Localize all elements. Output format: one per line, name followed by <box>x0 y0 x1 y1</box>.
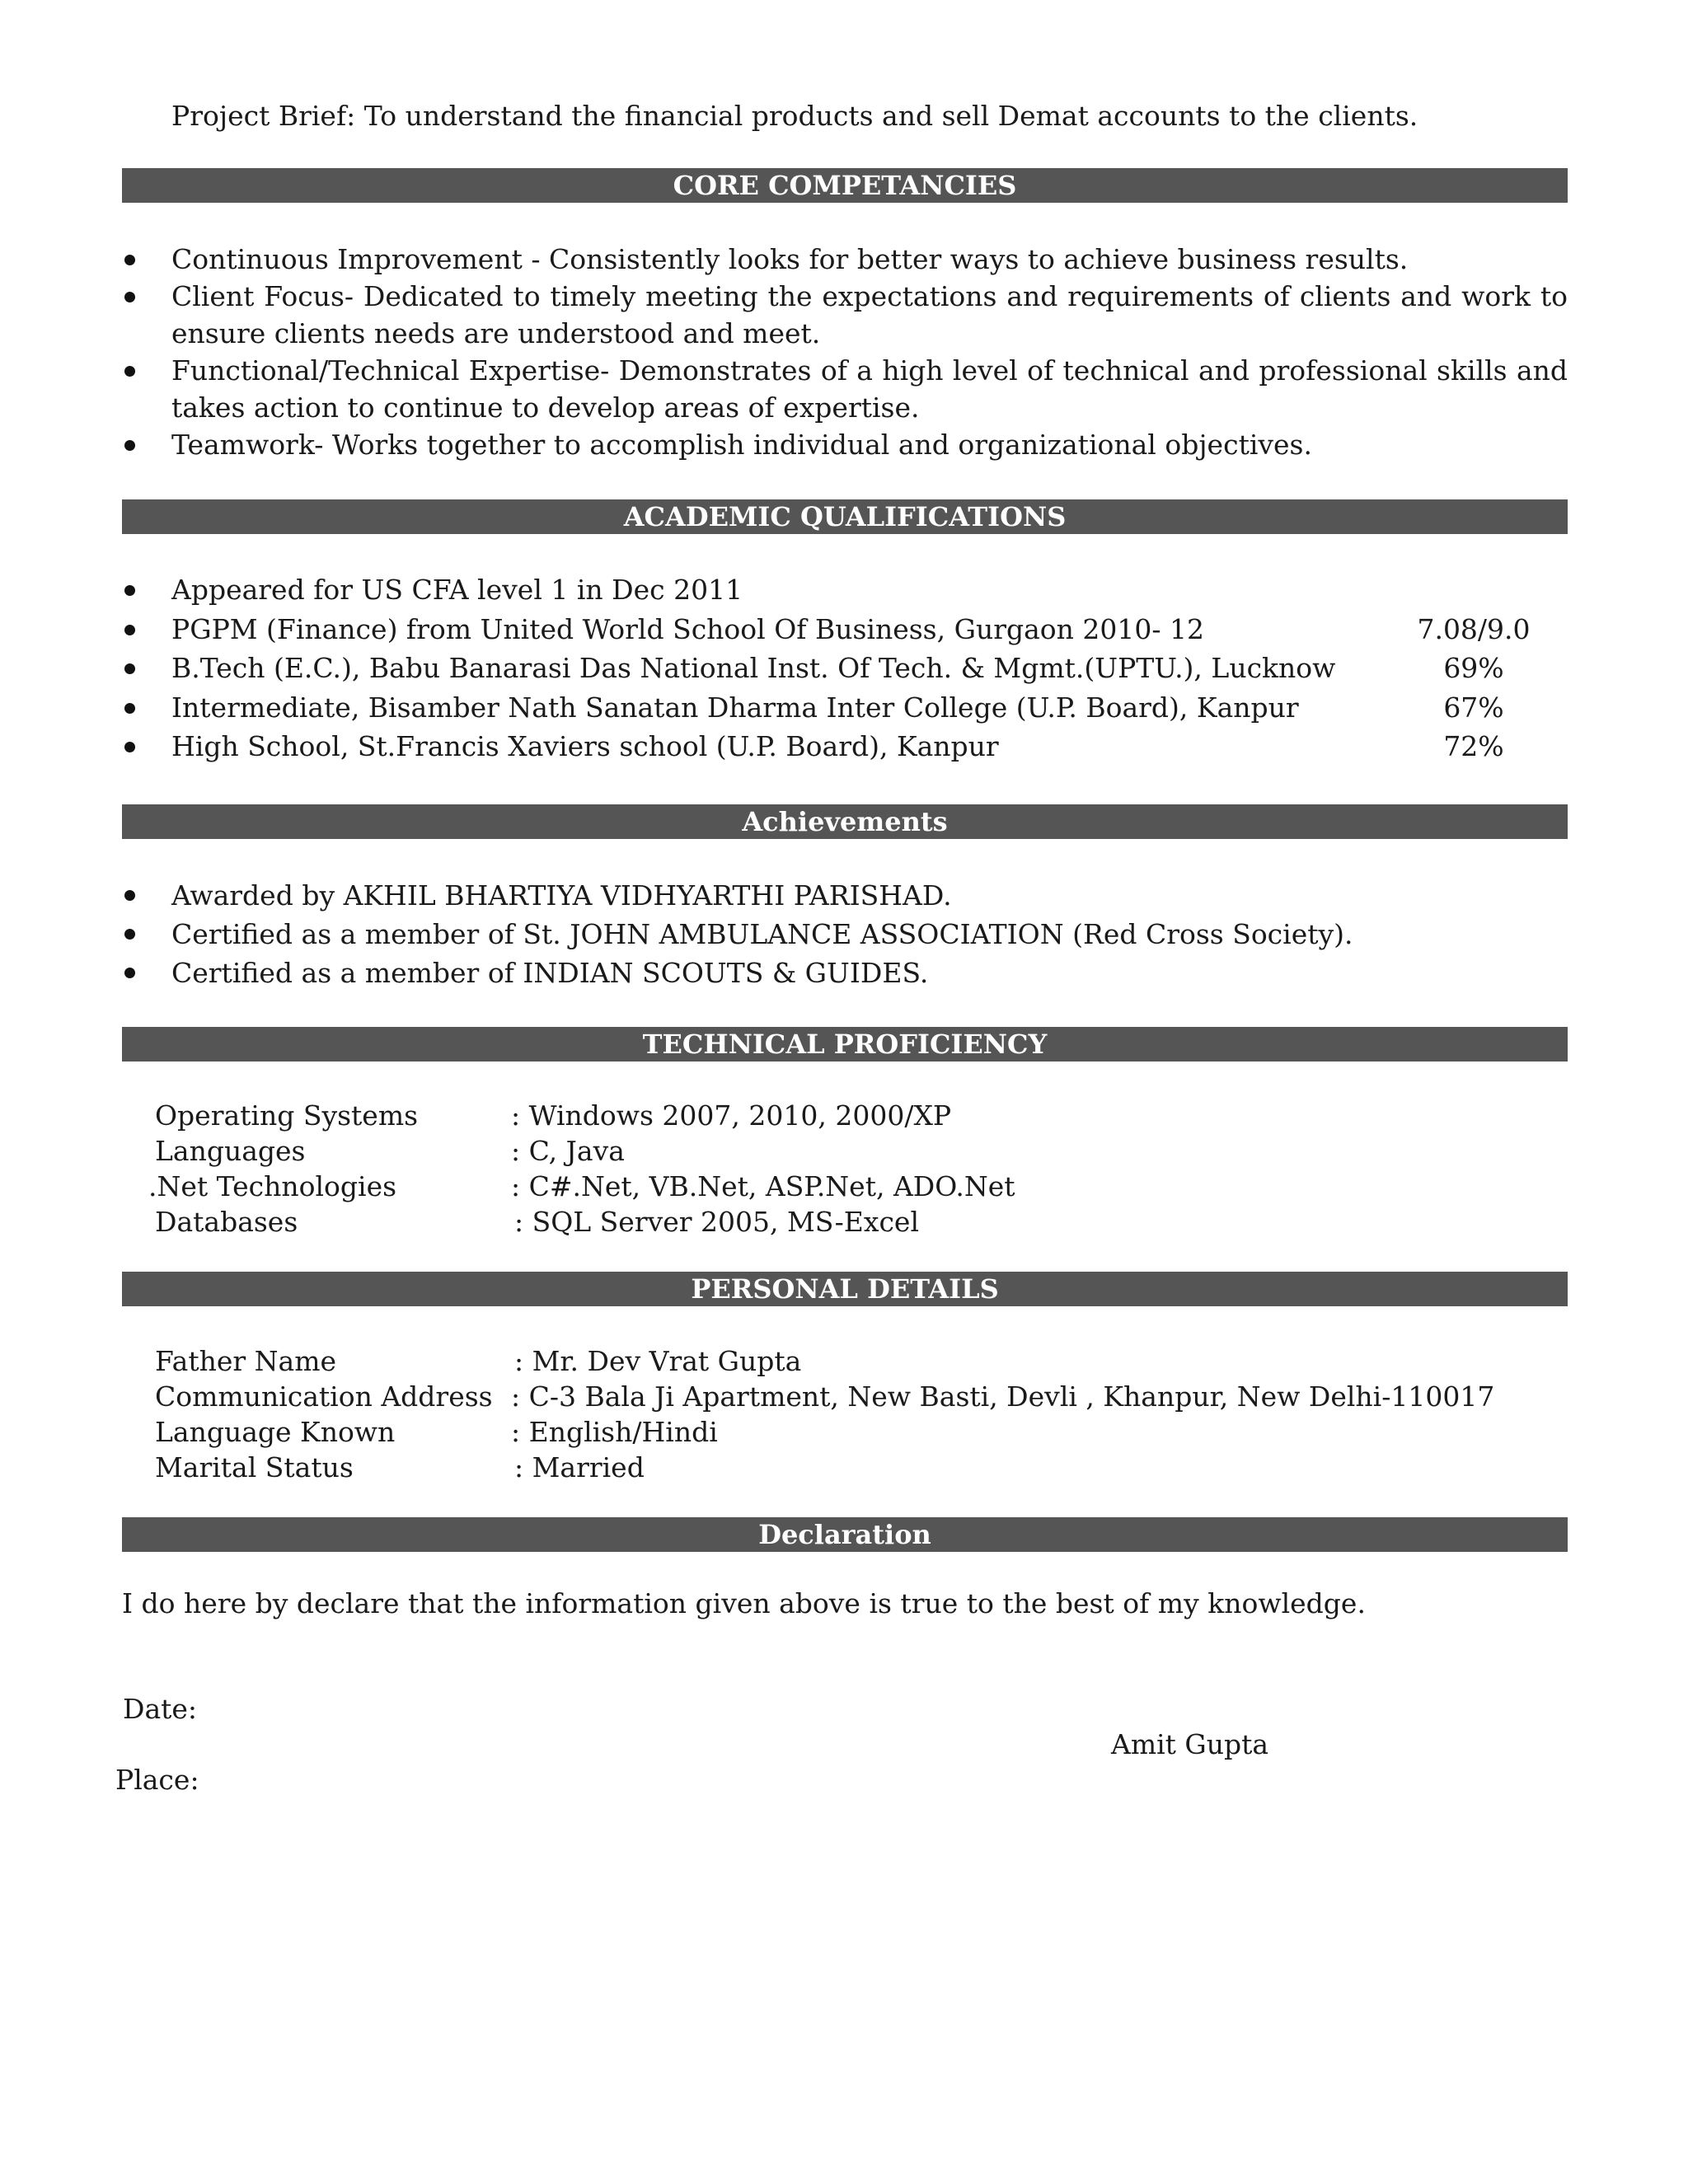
qualification-row <box>122 610 1568 649</box>
list-item: Certified as a member of INDIAN SCOUTS & GUIDES. <box>122 954 1568 992</box>
place-label: Place: <box>115 1764 199 1796</box>
list-item: Awarded by AKHIL BHARTIYA VIDHYARTHI PARISHAD. <box>122 876 1568 915</box>
section-header-core-competencies: CORE COMPETANCIES <box>122 168 1568 203</box>
project-brief: Project Brief: To understand the financial products and sell Demat accounts to the clients. <box>171 100 1418 132</box>
date-label: Date: <box>123 1693 198 1725</box>
qualification-text: Intermediate, Bisamber Nath Sanatan Dharma Inter College (U.P. Board), Kanpur <box>171 691 1299 724</box>
declaration-text: I do here by declare that the information given above is true to the best of my knowledge. <box>122 1587 1366 1619</box>
personal-row <box>122 1343 1568 1379</box>
field-label: Father Name <box>155 1345 337 1377</box>
field-label: .Net Technologies <box>148 1170 397 1202</box>
qualification-score: 69% <box>1443 652 1504 684</box>
qualification-score: 72% <box>1443 730 1504 762</box>
qualification-text: High School, St.Francis Xaviers school (U.P. Board), Kanpur <box>171 730 999 762</box>
qualification-row <box>122 570 1568 610</box>
field-label: Language Known <box>155 1416 396 1448</box>
qualification-score: 67% <box>1443 691 1504 724</box>
technical-row <box>122 1204 1568 1240</box>
qualification-row <box>122 727 1568 766</box>
field-value: : English/Hindi <box>511 1416 718 1448</box>
field-label: Marital Status <box>155 1451 354 1483</box>
qualification-text: PGPM (Finance) from United World School Of Business, Gurgaon 2010- 12 <box>171 612 1205 645</box>
field-value: : Windows 2007, 2010, 2000/XP <box>511 1099 952 1132</box>
field-label: Communication Address <box>155 1380 493 1413</box>
list-item: Client Focus- Dedicated to timely meeting the expectations and requirements of clients and work to ensure clients needs are understood and meet. <box>122 278 1568 352</box>
section-header-declaration: Declaration <box>122 1517 1568 1552</box>
field-label: Languages <box>155 1135 306 1167</box>
personal-row <box>122 1450 1568 1485</box>
list-item: Functional/Technical Expertise- Demonstrates of a high level of technical and professional skills and takes action to continue to develop areas of expertise. <box>122 352 1568 426</box>
signature-name: Amit Gupta <box>1111 1728 1269 1760</box>
field-value: : SQL Server 2005, MS-Excel <box>514 1206 920 1238</box>
field-label: Databases <box>155 1206 298 1238</box>
field-label: Operating Systems <box>155 1099 419 1132</box>
qualification-text: Appeared for US CFA level 1 in Dec 2011 <box>171 574 743 606</box>
qualification-row <box>122 649 1568 688</box>
qualification-row <box>122 688 1568 728</box>
technical-table <box>122 1098 1568 1240</box>
section-header-technical: TECHNICAL PROFICIENCY <box>122 1027 1568 1062</box>
field-value: : C-3 Bala Ji Apartment, New Basti, Devli , Khanpur, New Delhi-110017 <box>511 1380 1495 1413</box>
list-item: Teamwork- Works together to accomplish individual and organizational objectives. <box>122 426 1568 463</box>
field-value: : Mr. Dev Vrat Gupta <box>514 1345 802 1377</box>
qualification-score: 7.08/9.0 <box>1417 612 1531 645</box>
personal-table <box>122 1343 1568 1485</box>
list-item: Continuous Improvement - Consistently looks for better ways to achieve business results. <box>122 241 1568 278</box>
core-competencies-list <box>122 241 1568 463</box>
personal-row <box>122 1379 1568 1414</box>
section-header-personal: PERSONAL DETAILS <box>122 1272 1568 1306</box>
technical-row <box>122 1169 1568 1204</box>
qualification-text: B.Tech (E.C.), Babu Banarasi Das National Inst. Of Tech. & Mgmt.(UPTU.), Lucknow <box>171 652 1336 684</box>
achievements-list <box>122 876 1568 992</box>
technical-row <box>122 1133 1568 1169</box>
personal-row <box>122 1414 1568 1450</box>
section-header-achievements: Achievements <box>122 804 1568 839</box>
field-value: : C#.Net, VB.Net, ASP.Net, ADO.Net <box>511 1170 1015 1202</box>
section-header-academic: ACADEMIC QUALIFICATIONS <box>122 499 1568 534</box>
field-value: : C, Java <box>511 1135 625 1167</box>
field-value: : Married <box>514 1451 645 1483</box>
list-item: Certified as a member of St. JOHN AMBULANCE ASSOCIATION (Red Cross Society). <box>122 915 1568 954</box>
academic-list <box>122 570 1568 766</box>
technical-row <box>122 1098 1568 1133</box>
